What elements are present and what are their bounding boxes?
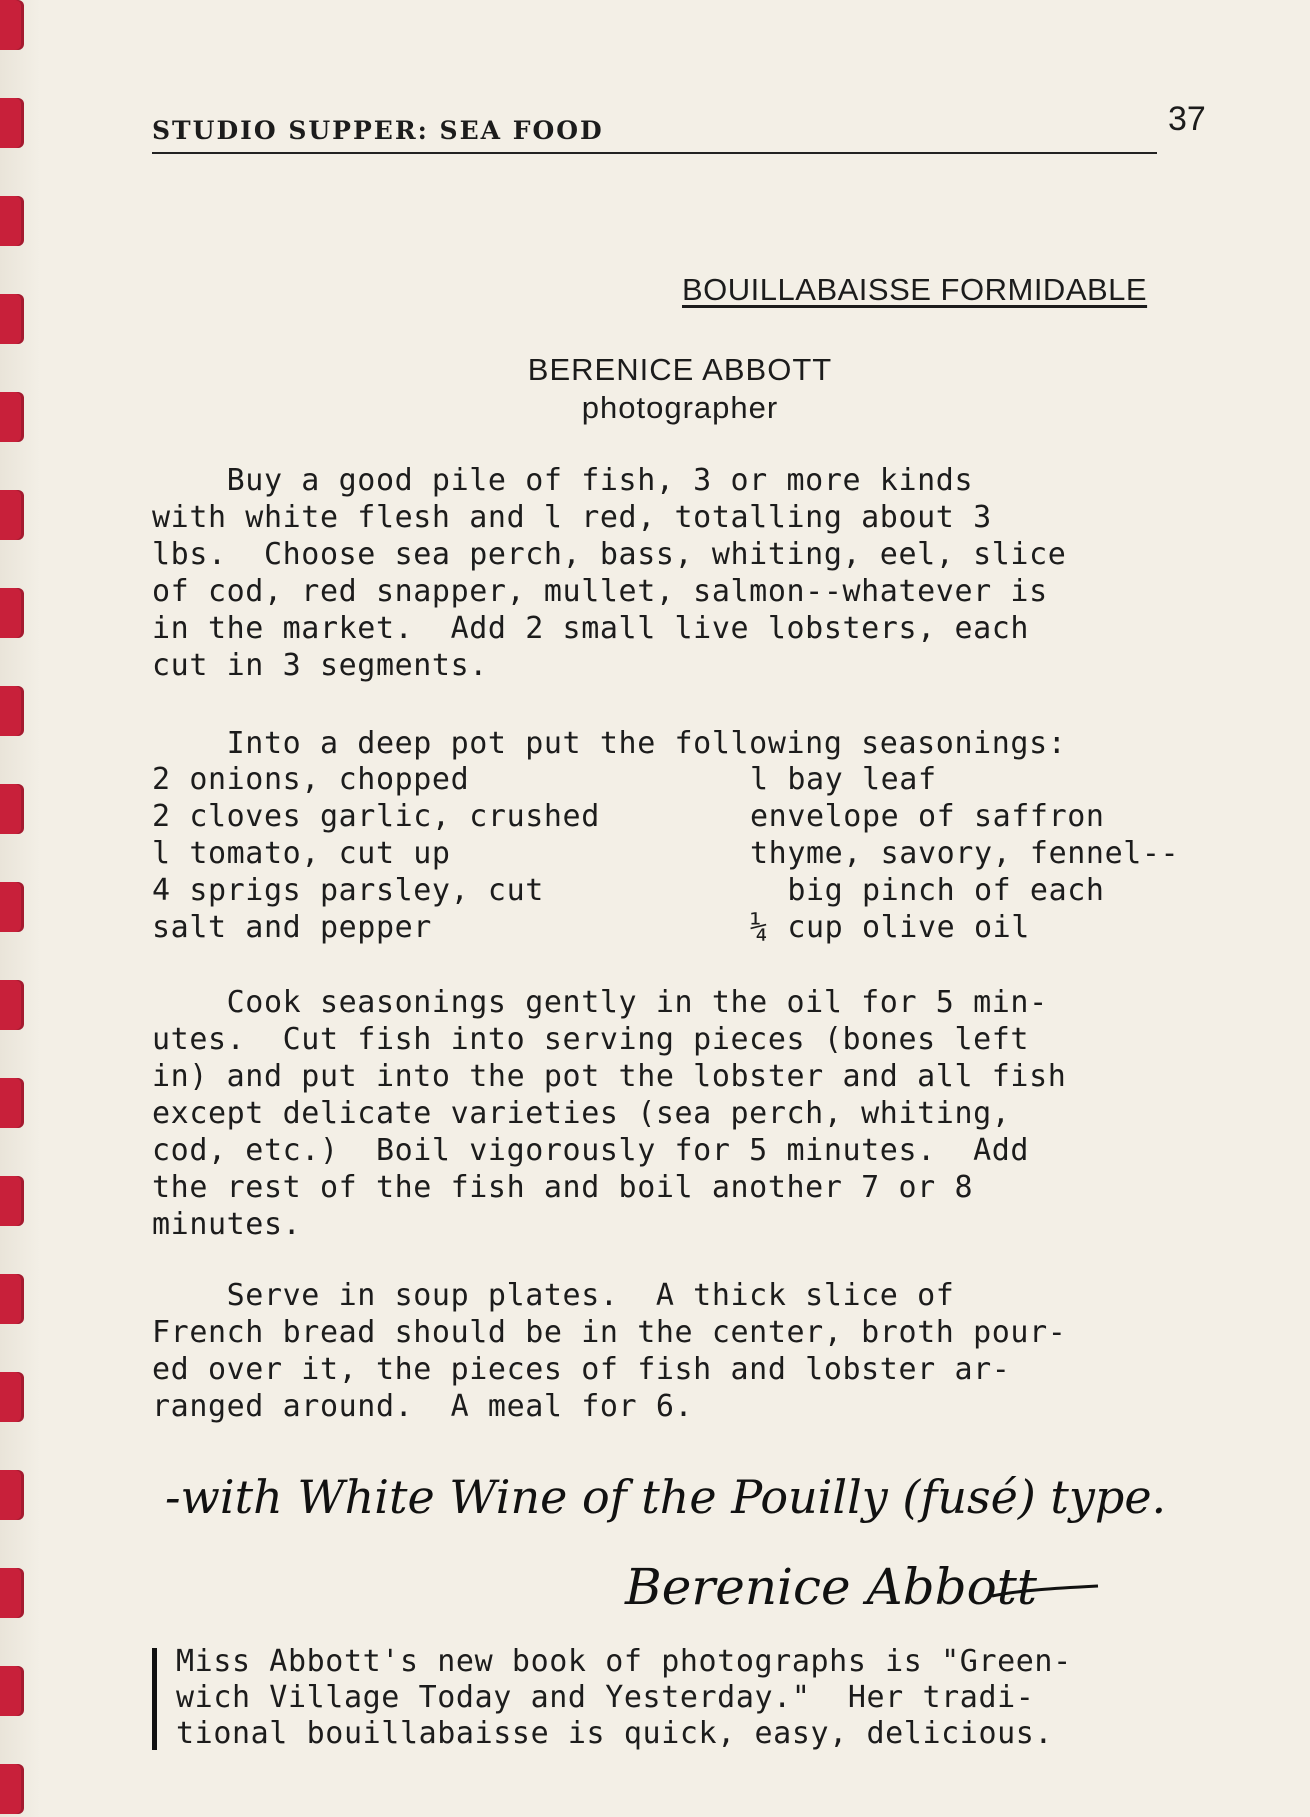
seasoning-item: 2 onions, chopped [152,762,470,797]
body-line: minutes. [152,1207,302,1242]
recipe-title: BOUILLABAISSE FORMIDABLE [682,272,1148,307]
body-line: the rest of the fish and boil another 7 or 8 [152,1170,974,1205]
handwritten-signature: Berenice Abbott [625,1558,1037,1616]
body-line: cut in 3 segments. [152,648,488,683]
handwritten-note: -with White Wine of the Pouilly (fusé) type. [165,1470,1167,1524]
signature-flourish [990,1578,1100,1608]
body-line: Cook seasonings gently in the oil for 5 min- [152,985,1048,1020]
page-number: 37 [1168,100,1206,138]
author-name: BERENICE ABBOTT [527,352,833,387]
body-line: cod, etc.) Boil vigorously for 5 minutes. Add [152,1133,1030,1168]
seasoning-item: ¼ cup olive oil [750,910,1030,945]
seasoning-item: big pinch of each [750,873,1105,908]
body-line: ed over it, the pieces of fish and lobster ar- [152,1352,1011,1387]
seasoning-item: thyme, savory, fennel-- [750,836,1180,871]
body-line: except delicate varieties (sea perch, whiting, [152,1096,1011,1131]
seasoning-item: salt and pepper [152,910,432,945]
seasonings-intro: Into a deep pot put the following seasonings: [152,726,1067,761]
seasoning-item: l tomato, cut up [152,836,451,871]
running-header [152,112,1157,154]
body-line: in the market. Add 2 small live lobsters, each [152,611,1030,646]
body-line: French bread should be in the center, broth pour- [152,1315,1067,1350]
author-role: photographer [581,390,779,425]
body-line: utes. Cut fish into serving pieces (bones left [152,1022,1030,1057]
body-line: lbs. Choose sea perch, bass, whiting, eel, slice [152,537,1067,572]
body-line: Serve in soup plates. A thick slice of [152,1278,955,1313]
seasoning-item: 4 sprigs parsley, cut [152,873,544,908]
body-line: with white flesh and l red, totalling about 3 [152,500,992,535]
footnote-line: Miss Abbott's new book of photographs is "Green- [176,1644,1072,1679]
seasoning-item: envelope of saffron [750,799,1105,834]
body-line: in) and put into the pot the lobster and all fish [152,1059,1067,1094]
seasoning-item: l bay leaf [750,762,937,797]
body-line: ranged around. A meal for 6. [152,1389,694,1424]
footnote-line: tional bouillabaisse is quick, easy, delicious. [176,1716,1054,1751]
body-line: Buy a good pile of fish, 3 or more kinds [152,463,974,498]
footnote-bar [152,1648,157,1750]
section-title: STUDIO SUPPER: SEA FOOD [152,116,604,145]
body-line: of cod, red snapper, mullet, salmon--whatever is [152,574,1048,609]
footnote-line: wich Village Today and Yesterday." Her tradi- [176,1680,1035,1715]
seasoning-item: 2 cloves garlic, crushed [152,799,600,834]
